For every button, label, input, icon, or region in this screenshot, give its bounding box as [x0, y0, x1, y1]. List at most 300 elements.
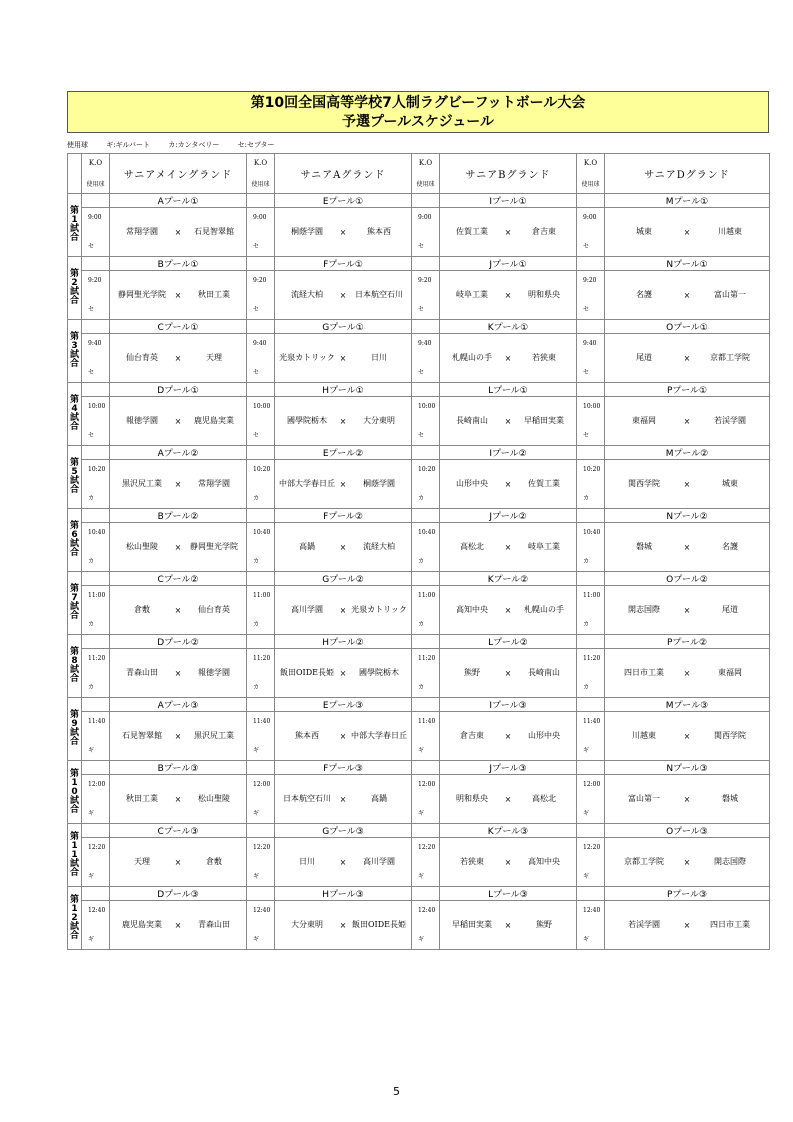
- pool-blank: [412, 635, 440, 649]
- team-home: 佐賀工業: [456, 227, 488, 236]
- kickoff-time: 11:00: [88, 592, 106, 599]
- vs-mark: ×: [504, 794, 512, 804]
- pool-row: [68, 698, 770, 712]
- pool-blank: [412, 824, 440, 838]
- kickoff-cell: [577, 586, 605, 635]
- match-cell: [275, 523, 412, 572]
- team-home: 日本航空石川: [283, 794, 331, 803]
- kickoff-time: 9:20: [88, 277, 102, 284]
- match-cell: [605, 649, 770, 698]
- match-cell: [275, 334, 412, 383]
- header-ko-0: K.O 使用球: [82, 154, 110, 194]
- team-home: 倉吉東: [460, 731, 484, 740]
- team-home: 報徳学園: [126, 416, 158, 425]
- kickoff-cell: [247, 838, 275, 887]
- ball-code: カ: [253, 621, 260, 628]
- kickoff-time: 10:40: [583, 529, 601, 536]
- kickoff-cell: [247, 460, 275, 509]
- team-away: 國學院栃木: [359, 668, 399, 677]
- pool-blank: [412, 887, 440, 901]
- team-away: 京都工学院: [710, 353, 750, 362]
- kickoff-cell: [82, 271, 110, 320]
- kickoff-cell: [412, 271, 440, 320]
- team-home: 若渓学園: [628, 920, 660, 929]
- round-label: 第 1 0 試 合: [68, 761, 82, 824]
- round-label: 第 1 試 合: [68, 194, 82, 257]
- match-cell: [110, 334, 247, 383]
- team-away: 鹿児島実業: [194, 416, 234, 425]
- pool-blank: [82, 383, 110, 397]
- team-home: 國學院栃木: [287, 416, 327, 425]
- team-home: 青森山田: [126, 668, 158, 677]
- pool-blank: [82, 761, 110, 775]
- vs-mark: ×: [339, 479, 347, 489]
- match-cell: [605, 712, 770, 761]
- match-cell: [605, 460, 770, 509]
- vs-mark: ×: [174, 605, 182, 615]
- ball-code: カ: [88, 495, 95, 502]
- ball-code: ギ: [583, 873, 590, 880]
- team-away: 常翔学園: [198, 479, 230, 488]
- kickoff-cell: [82, 208, 110, 257]
- pool-name: Bプール②: [110, 509, 247, 523]
- team-away: 富山第一: [714, 290, 746, 299]
- vs-mark: ×: [683, 794, 691, 804]
- team-home: 石見智翠館: [122, 731, 162, 740]
- kickoff-time: 12:20: [253, 844, 271, 851]
- match-cell: [110, 712, 247, 761]
- team-away: 佐賀工業: [528, 479, 560, 488]
- match-cell: [110, 649, 247, 698]
- pool-blank: [577, 824, 605, 838]
- pool-blank: [82, 824, 110, 838]
- vs-mark: ×: [504, 416, 512, 426]
- vs-mark: ×: [339, 920, 347, 930]
- kickoff-cell: [82, 775, 110, 824]
- team-away: 名護: [722, 542, 738, 551]
- match-cell: [440, 334, 577, 383]
- match-row: [68, 271, 770, 320]
- team-home: 日川: [299, 857, 315, 866]
- match-row: [68, 901, 770, 950]
- team-home: 流経大柏: [291, 290, 323, 299]
- vs-mark: ×: [504, 542, 512, 552]
- team-home: 尾道: [636, 353, 652, 362]
- team-away: 松山聖陵: [198, 794, 230, 803]
- kickoff-cell: [577, 397, 605, 446]
- ball-code: ギ: [583, 810, 590, 817]
- kickoff-time: 12:40: [253, 907, 271, 914]
- kickoff-time: 10:00: [583, 403, 601, 410]
- kickoff-time: 11:20: [418, 655, 436, 662]
- pool-name: Kプール①: [440, 320, 577, 334]
- match-cell: [440, 901, 577, 950]
- ball-code: ギ: [88, 747, 95, 754]
- vs-mark: ×: [339, 416, 347, 426]
- vs-mark: ×: [174, 857, 182, 867]
- vs-mark: ×: [174, 416, 182, 426]
- pool-blank: [412, 194, 440, 208]
- ball-code: カ: [418, 684, 425, 691]
- ball-code: カ: [583, 495, 590, 502]
- pool-blank: [577, 194, 605, 208]
- ball-code: セ: [418, 432, 425, 439]
- vs-mark: ×: [504, 605, 512, 615]
- team-home: 札幌山の手: [452, 353, 492, 362]
- ball-code: ギ: [418, 810, 425, 817]
- match-row: [68, 775, 770, 824]
- match-cell: [605, 334, 770, 383]
- vs-mark: ×: [504, 668, 512, 678]
- kickoff-cell: [247, 649, 275, 698]
- match-cell: [275, 712, 412, 761]
- pool-blank: [82, 320, 110, 334]
- match-row: [68, 712, 770, 761]
- kickoff-time: 9:40: [253, 340, 267, 347]
- round-label: 第 7 試 合: [68, 572, 82, 635]
- pool-blank: [82, 572, 110, 586]
- team-away: 倉吉東: [532, 227, 556, 236]
- match-cell: [110, 460, 247, 509]
- kickoff-time: 12:00: [418, 781, 436, 788]
- kickoff-time: 12:40: [418, 907, 436, 914]
- vs-mark: ×: [683, 668, 691, 678]
- kickoff-time: 10:00: [418, 403, 436, 410]
- team-home: 飯田OIDE長姫: [280, 668, 334, 677]
- match-cell: [110, 775, 247, 824]
- round-label: 第 6 試 合: [68, 509, 82, 572]
- match-cell: [275, 208, 412, 257]
- vs-mark: ×: [504, 227, 512, 237]
- pool-name: Hプール①: [275, 383, 412, 397]
- round-label: 第 1 2 試 合: [68, 887, 82, 950]
- kickoff-time: 12:20: [418, 844, 436, 851]
- pool-name: Lプール②: [440, 635, 577, 649]
- legend-ka: カ:カンタベリー: [168, 141, 220, 149]
- team-home: 高川学園: [291, 605, 323, 614]
- ball-code: カ: [583, 621, 590, 628]
- pool-name: Pプール③: [605, 887, 770, 901]
- match-cell: [110, 271, 247, 320]
- ball-code: セ: [418, 306, 425, 313]
- kickoff-time: 10:00: [253, 403, 271, 410]
- kickoff-cell: [577, 901, 605, 950]
- kickoff-cell: [412, 838, 440, 887]
- kickoff-cell: [577, 523, 605, 572]
- kickoff-time: 12:00: [253, 781, 271, 788]
- header-ground-a: サニアAグランド: [275, 154, 412, 194]
- match-cell: [605, 586, 770, 635]
- pool-name: Aプール①: [110, 194, 247, 208]
- vs-mark: ×: [683, 605, 691, 615]
- pool-blank: [82, 446, 110, 460]
- pool-name: Iプール②: [440, 446, 577, 460]
- pool-name: Fプール③: [275, 761, 412, 775]
- team-home: 天理: [134, 857, 150, 866]
- pool-name: Fプール①: [275, 257, 412, 271]
- team-home: 山形中央: [456, 479, 488, 488]
- pool-blank: [82, 887, 110, 901]
- team-home: 鹿児島実業: [122, 920, 162, 929]
- pool-name: Lプール③: [440, 887, 577, 901]
- pool-blank: [412, 320, 440, 334]
- team-home: 仙台育英: [126, 353, 158, 362]
- match-cell: [440, 649, 577, 698]
- kickoff-cell: [82, 523, 110, 572]
- ball-code: ギ: [253, 810, 260, 817]
- team-home: 秋田工業: [126, 794, 158, 803]
- legend-se: セ:セプター: [237, 141, 275, 149]
- match-cell: [110, 523, 247, 572]
- kickoff-time: 9:00: [88, 214, 102, 221]
- team-home: 松山聖陵: [126, 542, 158, 551]
- pool-row: [68, 635, 770, 649]
- kickoff-cell: [412, 460, 440, 509]
- pool-blank: [412, 761, 440, 775]
- pool-name: Dプール②: [110, 635, 247, 649]
- vs-mark: ×: [174, 479, 182, 489]
- pool-name: Oプール③: [605, 824, 770, 838]
- kickoff-time: 10:20: [88, 466, 106, 473]
- team-away: 大分東明: [363, 416, 395, 425]
- vs-mark: ×: [339, 605, 347, 615]
- ball-code: カ: [88, 621, 95, 628]
- team-home: 桐蔭学園: [291, 227, 323, 236]
- team-away: 若狭東: [532, 353, 556, 362]
- kickoff-cell: [412, 208, 440, 257]
- header-ko-1: K.O 使用球: [247, 154, 275, 194]
- team-home: 静岡聖光学院: [118, 290, 166, 299]
- team-away: 光泉カトリック: [351, 605, 407, 614]
- pool-name: Kプール②: [440, 572, 577, 586]
- pool-row: [68, 509, 770, 523]
- pool-blank: [577, 257, 605, 271]
- ball-code: セ: [418, 243, 425, 250]
- pool-row: [68, 446, 770, 460]
- team-away: 長崎南山: [528, 668, 560, 677]
- team-away: 中部大学春日丘: [351, 731, 407, 740]
- team-home: 四日市工業: [624, 668, 664, 677]
- kickoff-cell: [412, 523, 440, 572]
- title-line2: 予選プールスケジュール: [341, 114, 495, 130]
- pool-blank: [247, 761, 275, 775]
- pool-name: Eプール①: [275, 194, 412, 208]
- ball-code: カ: [418, 495, 425, 502]
- kickoff-time: 11:40: [418, 718, 436, 725]
- pool-row: [68, 194, 770, 208]
- pool-blank: [412, 257, 440, 271]
- round-label: 第 3 試 合: [68, 320, 82, 383]
- pool-blank: [577, 509, 605, 523]
- ball-code: セ: [88, 432, 95, 439]
- team-home: 光泉カトリック: [279, 353, 335, 362]
- pool-name: Dプール③: [110, 887, 247, 901]
- pool-name: Pプール②: [605, 635, 770, 649]
- vs-mark: ×: [683, 227, 691, 237]
- kickoff-cell: [247, 901, 275, 950]
- kickoff-cell: [82, 397, 110, 446]
- team-away: 早稲田実業: [524, 416, 564, 425]
- kickoff-time: 9:40: [418, 340, 432, 347]
- pool-blank: [577, 383, 605, 397]
- match-cell: [440, 460, 577, 509]
- pool-name: Hプール③: [275, 887, 412, 901]
- pool-row: [68, 887, 770, 901]
- ball-code: セ: [418, 369, 425, 376]
- kickoff-time: 11:00: [418, 592, 436, 599]
- pool-blank: [247, 446, 275, 460]
- team-away: 関西学院: [714, 731, 746, 740]
- pool-name: Bプール①: [110, 257, 247, 271]
- vs-mark: ×: [504, 290, 512, 300]
- pool-name: Dプール①: [110, 383, 247, 397]
- kickoff-cell: [247, 208, 275, 257]
- team-home: 川越東: [632, 731, 656, 740]
- pool-name: Bプール③: [110, 761, 247, 775]
- kickoff-cell: [577, 460, 605, 509]
- team-away: 高鍋: [371, 794, 387, 803]
- pool-name: Eプール③: [275, 698, 412, 712]
- kickoff-cell: [247, 775, 275, 824]
- team-away: 川越東: [718, 227, 742, 236]
- pool-blank: [577, 887, 605, 901]
- team-home: 岐阜工業: [456, 290, 488, 299]
- kickoff-cell: [412, 712, 440, 761]
- team-away: 四日市工業: [710, 920, 750, 929]
- match-row: [68, 397, 770, 446]
- vs-mark: ×: [174, 920, 182, 930]
- kickoff-time: 12:40: [88, 907, 106, 914]
- pool-name: Gプール③: [275, 824, 412, 838]
- ball-code: ギ: [583, 747, 590, 754]
- pool-blank: [247, 887, 275, 901]
- pool-row: [68, 320, 770, 334]
- kickoff-time: 12:00: [88, 781, 106, 788]
- ball-legend: [67, 140, 290, 150]
- team-home: 富山第一: [628, 794, 660, 803]
- pool-blank: [82, 635, 110, 649]
- match-cell: [110, 901, 247, 950]
- pool-blank: [577, 446, 605, 460]
- match-cell: [605, 775, 770, 824]
- pool-name: Jプール①: [440, 257, 577, 271]
- ball-code: セ: [88, 369, 95, 376]
- round-label: 第 9 試 合: [68, 698, 82, 761]
- team-home: 長崎南山: [456, 416, 488, 425]
- match-cell: [605, 838, 770, 887]
- ball-code: セ: [253, 306, 260, 313]
- header-ko-3: K.O 使用球: [577, 154, 605, 194]
- kickoff-cell: [412, 586, 440, 635]
- pool-blank: [247, 383, 275, 397]
- team-away: 高知中央: [528, 857, 560, 866]
- vs-mark: ×: [174, 731, 182, 741]
- match-cell: [275, 460, 412, 509]
- pool-blank: [247, 572, 275, 586]
- vs-mark: ×: [339, 857, 347, 867]
- legend-label: 使用球: [67, 141, 88, 149]
- pool-name: Mプール①: [605, 194, 770, 208]
- match-cell: [605, 271, 770, 320]
- pool-name: Kプール③: [440, 824, 577, 838]
- ball-code: ギ: [88, 936, 95, 943]
- team-home: 高知中央: [456, 605, 488, 614]
- kickoff-cell: [82, 712, 110, 761]
- ball-code: カ: [253, 495, 260, 502]
- match-cell: [110, 397, 247, 446]
- pool-blank: [247, 194, 275, 208]
- page-number: 5: [393, 1085, 400, 1098]
- team-away: 熊本西: [367, 227, 391, 236]
- vs-mark: ×: [339, 668, 347, 678]
- vs-mark: ×: [683, 353, 691, 363]
- match-cell: [110, 208, 247, 257]
- team-home: 磐城: [636, 542, 652, 551]
- match-row: [68, 523, 770, 572]
- pool-name: Iプール③: [440, 698, 577, 712]
- team-home: 常翔学園: [126, 227, 158, 236]
- pool-name: Nプール①: [605, 257, 770, 271]
- ball-code: セ: [583, 306, 590, 313]
- kickoff-cell: [247, 271, 275, 320]
- kickoff-time: 11:00: [583, 592, 601, 599]
- match-cell: [110, 586, 247, 635]
- kickoff-time: 12:20: [583, 844, 601, 851]
- kickoff-time: 9:00: [583, 214, 597, 221]
- header-ko-2: K.O 使用球: [412, 154, 440, 194]
- pool-row: [68, 572, 770, 586]
- match-cell: [605, 523, 770, 572]
- match-cell: [440, 838, 577, 887]
- pool-blank: [247, 509, 275, 523]
- ball-code: カ: [253, 558, 260, 565]
- vs-mark: ×: [683, 290, 691, 300]
- kickoff-cell: [82, 838, 110, 887]
- pool-name: Mプール③: [605, 698, 770, 712]
- kickoff-time: 12:00: [583, 781, 601, 788]
- ball-code: セ: [583, 243, 590, 250]
- team-away: 青森山田: [198, 920, 230, 929]
- pool-name: Jプール③: [440, 761, 577, 775]
- match-cell: [605, 397, 770, 446]
- ball-code: セ: [253, 369, 260, 376]
- team-home: 熊本西: [295, 731, 319, 740]
- round-label: 第 4 試 合: [68, 383, 82, 446]
- team-away: 桐蔭学園: [363, 479, 395, 488]
- team-home: 関西学院: [628, 479, 660, 488]
- team-home: 高松北: [460, 542, 484, 551]
- kickoff-time: 11:40: [253, 718, 271, 725]
- title-box: [67, 91, 769, 133]
- match-row: [68, 460, 770, 509]
- pool-name: Jプール②: [440, 509, 577, 523]
- pool-name: Hプール②: [275, 635, 412, 649]
- ball-code: ギ: [418, 936, 425, 943]
- kickoff-cell: [412, 334, 440, 383]
- kickoff-time: 11:40: [88, 718, 106, 725]
- vs-mark: ×: [683, 542, 691, 552]
- kickoff-cell: [82, 334, 110, 383]
- pool-name: Cプール①: [110, 320, 247, 334]
- kickoff-cell: [82, 460, 110, 509]
- round-label: 第 2 試 合: [68, 257, 82, 320]
- ball-code: セ: [253, 243, 260, 250]
- ball-code: セ: [253, 432, 260, 439]
- pool-row: [68, 824, 770, 838]
- team-home: 京都工学院: [624, 857, 664, 866]
- round-label: 第 8 試 合: [68, 635, 82, 698]
- vs-mark: ×: [339, 353, 347, 363]
